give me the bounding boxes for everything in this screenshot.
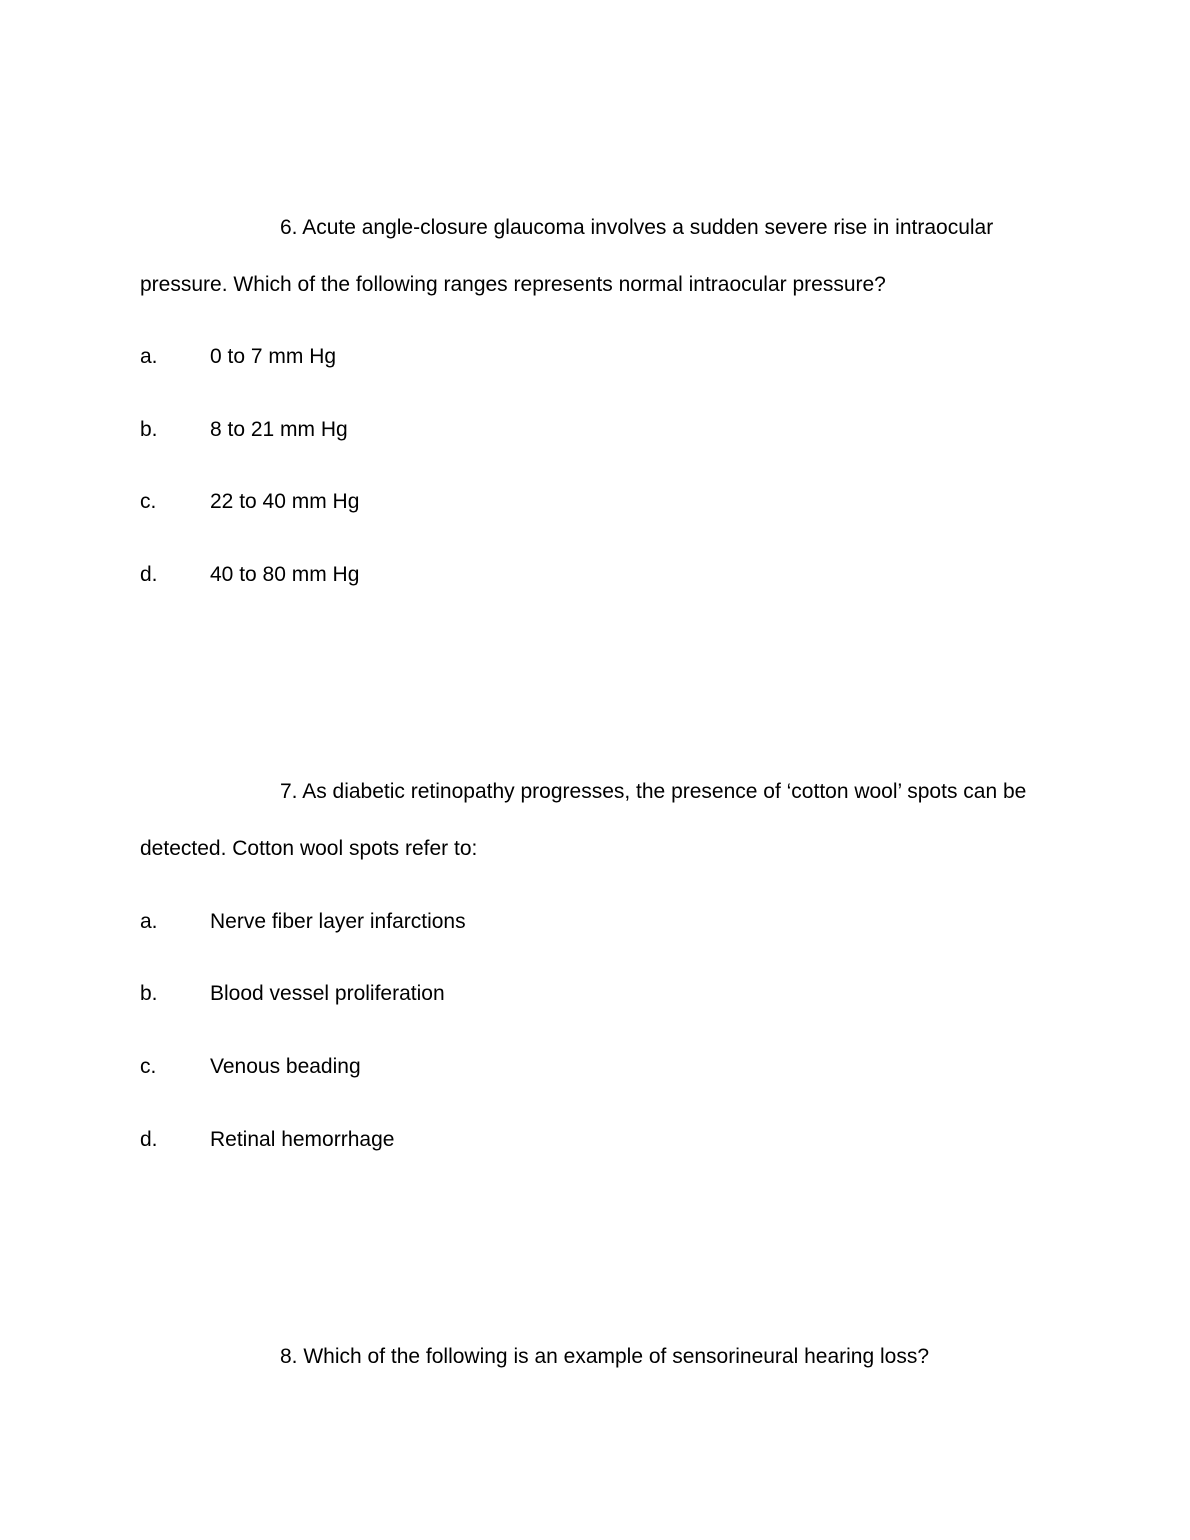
- question-8-stem-line-1: 8. Which of the following is an example of sensorineural hearing loss?: [280, 1345, 930, 1368]
- question-6-option-b-text: 8 to 21 mm Hg: [210, 418, 348, 441]
- question-7-option-a-letter: a.: [140, 910, 158, 933]
- question-7-option-a-text: Nerve fiber layer infarctions: [210, 910, 466, 933]
- question-6-option-c-letter: c.: [140, 490, 157, 513]
- question-6-option-d-text: 40 to 80 mm Hg: [210, 563, 360, 586]
- question-6-option-c-text: 22 to 40 mm Hg: [210, 490, 360, 513]
- question-7-option-d-text: Retinal hemorrhage: [210, 1128, 395, 1151]
- question-6-option-a-text: 0 to 7 mm Hg: [210, 345, 337, 368]
- question-7-stem-line-1: 7. As diabetic retinopathy progresses, the presence of ‘cotton wool’ spots can be: [280, 780, 1027, 803]
- question-7-option-d-letter: d.: [140, 1128, 158, 1151]
- question-6-option-d-letter: d.: [140, 563, 158, 586]
- question-7-option-b-text: Blood vessel proliferation: [210, 982, 445, 1005]
- question-6-option-b-letter: b.: [140, 418, 158, 441]
- question-7-option-c-letter: c.: [140, 1055, 157, 1078]
- question-7-stem-line-2: detected. Cotton wool spots refer to:: [140, 837, 478, 860]
- question-7-option-c-text: Venous beading: [210, 1055, 361, 1078]
- question-6-stem-line-2: pressure. Which of the following ranges represents normal intraocular pressure?: [140, 273, 886, 296]
- question-6-option-a-letter: a.: [140, 345, 158, 368]
- question-7-option-b-letter: b.: [140, 982, 158, 1005]
- question-6-stem-line-1: 6. Acute angle-closure glaucoma involves a sudden severe rise in intraocular: [280, 216, 994, 239]
